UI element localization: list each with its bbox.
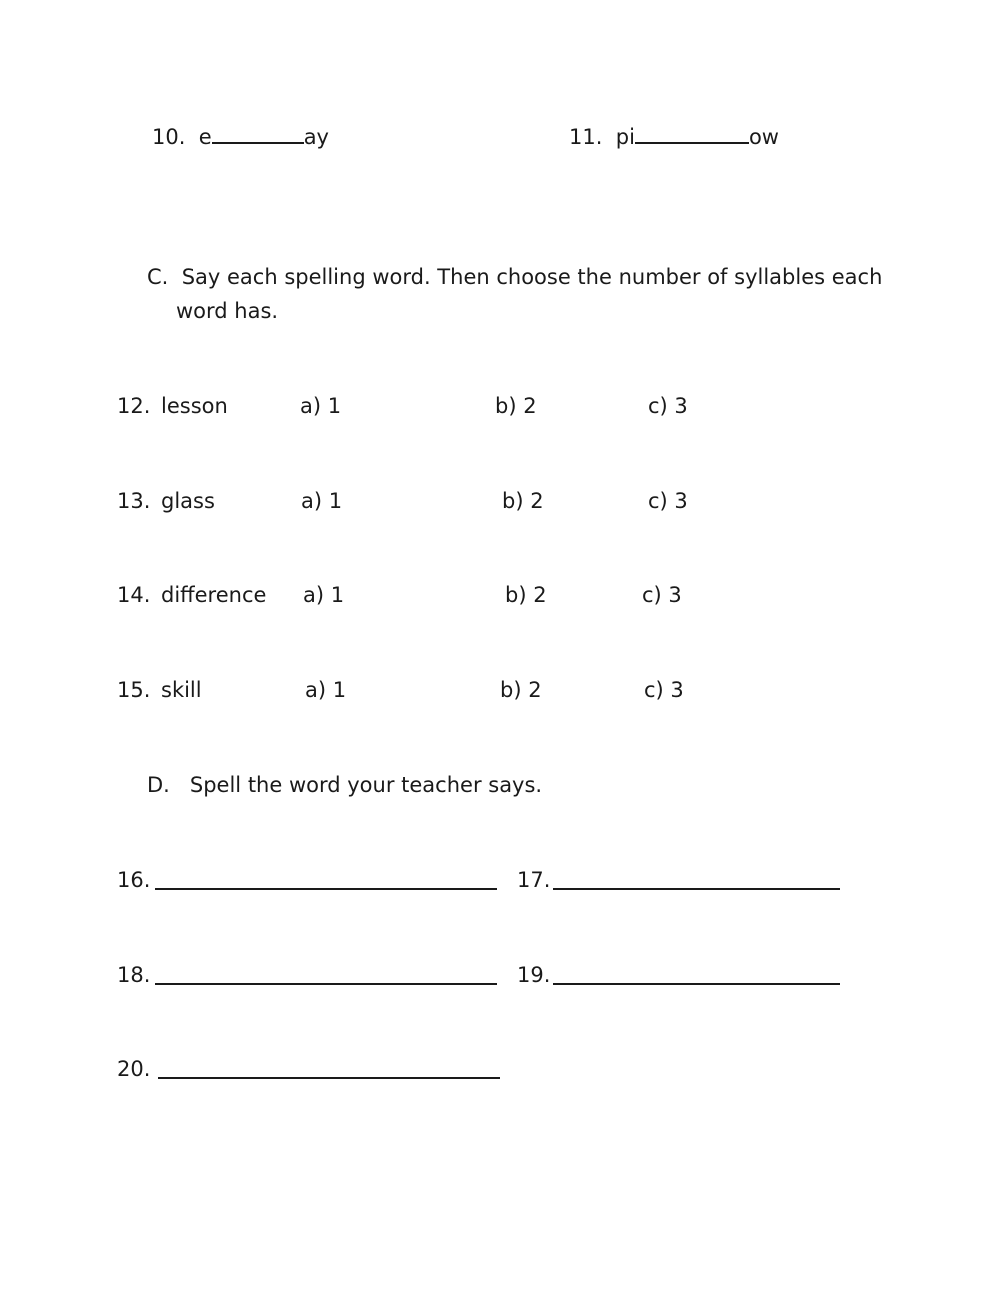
item-11-suffix: ow [748, 125, 779, 149]
spelling-18-number: 18. [117, 963, 151, 987]
question-15-word: skill [161, 678, 202, 702]
question-12-option-c[interactable]: c) 3 [648, 394, 688, 418]
question-14-option-c[interactable]: c) 3 [642, 583, 682, 607]
question-12-option-a[interactable]: a) 1 [300, 394, 342, 418]
question-13-number: 13. [117, 489, 151, 513]
section-d-instruction [147, 775, 542, 796]
question-12-option-b[interactable]: b) 2 [495, 394, 537, 418]
item-10-suffix: ay [303, 125, 329, 149]
spelling-16-number: 16. [117, 868, 151, 892]
question-13-word: glass [161, 489, 215, 513]
question-13-option-a[interactable]: a) 1 [301, 489, 343, 513]
item-10-prefix: e [198, 125, 212, 149]
spelling-19-line[interactable] [553, 983, 840, 985]
section-c-line1: Say each spelling word. Then choose the number of syllables each [181, 265, 883, 289]
item-10-blank[interactable] [212, 124, 304, 144]
question-14-option-a[interactable]: a) 1 [303, 583, 345, 607]
question-14-number: 14. [117, 583, 151, 607]
item-11-number: 11. [569, 125, 603, 149]
section-d-text: Spell the word your teacher says. [189, 773, 543, 797]
section-c-line2: word has. [176, 299, 279, 323]
item-11-prefix: pi [615, 125, 635, 149]
question-14-option-b[interactable]: b) 2 [505, 583, 547, 607]
spelling-19-number: 19. [517, 963, 551, 987]
spelling-20-line[interactable] [158, 1077, 500, 1079]
item-11 [569, 124, 779, 148]
question-15-number: 15. [117, 678, 151, 702]
question-14-word: difference [161, 583, 267, 607]
item-11-blank[interactable] [635, 124, 749, 144]
spelling-16-line[interactable] [155, 888, 497, 890]
section-d-letter: D. [147, 773, 170, 797]
spelling-17-line[interactable] [553, 888, 840, 890]
question-13-option-c[interactable]: c) 3 [648, 489, 688, 513]
spelling-17-number: 17. [517, 868, 551, 892]
item-10 [152, 124, 329, 148]
item-10-number: 10. [152, 125, 186, 149]
question-15-option-b[interactable]: b) 2 [500, 678, 542, 702]
section-c-instruction [147, 260, 907, 328]
question-12-number: 12. [117, 394, 151, 418]
spelling-20-number: 20. [117, 1057, 151, 1081]
question-12-word: lesson [161, 394, 228, 418]
question-15-option-c[interactable]: c) 3 [644, 678, 684, 702]
question-13-option-b[interactable]: b) 2 [502, 489, 544, 513]
question-15-option-a[interactable]: a) 1 [305, 678, 347, 702]
section-c-letter: C. [147, 265, 169, 289]
spelling-18-line[interactable] [155, 983, 497, 985]
